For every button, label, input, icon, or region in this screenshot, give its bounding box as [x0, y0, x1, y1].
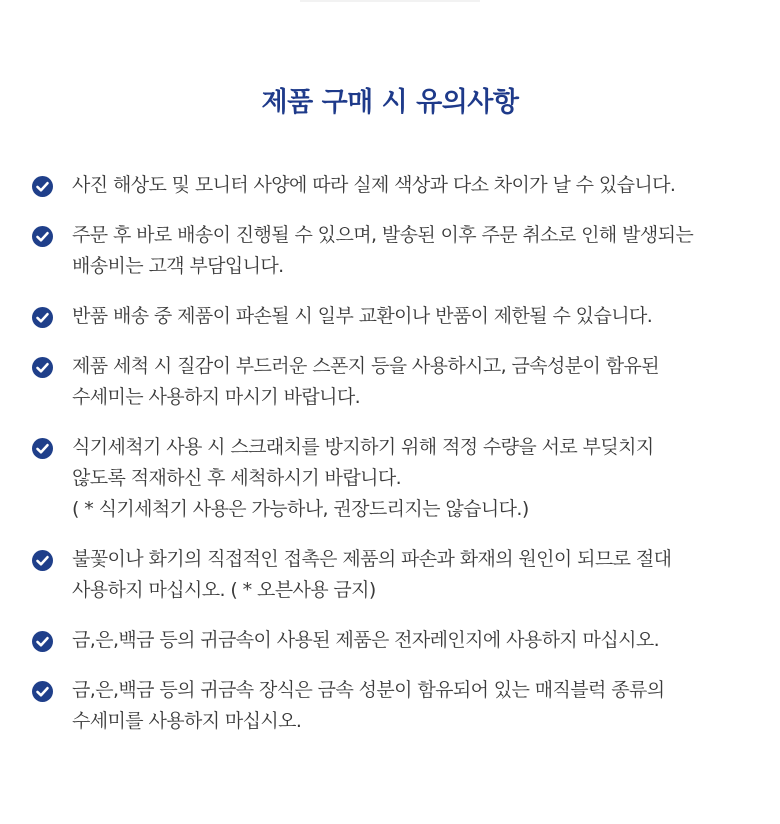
notice-item-text: 불꽃이나 화기의 직접적인 접촉은 제품의 파손과 화재의 원인이 되므로 절대: [72, 548, 672, 570]
check-circle-icon: [32, 176, 53, 197]
notice-item-text: 사진 해상도 및 모니터 사양에 따라 실제 색상과 다소 차이가 날 수 있습니다.: [72, 174, 676, 196]
notice-item: [32, 220, 752, 282]
notice-item-text: 수세미를 사용하지 마십시오.: [72, 710, 302, 732]
notice-item: [32, 675, 752, 737]
notice-item: [32, 625, 752, 656]
notice-item: [32, 301, 752, 332]
notice-item-text: 않도록 적재하신 후 세척하시기 바랍니다.: [72, 467, 402, 489]
check-circle-icon: [32, 550, 53, 571]
notice-item-text: 제품 세척 시 질감이 부드러운 스폰지 등을 사용하시고, 금속성분이 함유된: [72, 355, 660, 377]
top-divider: [300, 0, 480, 2]
check-circle-icon: [32, 631, 53, 652]
check-circle-icon: [32, 357, 53, 378]
notice-item-text: 금,은,백금 등의 귀금속이 사용된 제품은 전자레인지에 사용하지 마십시오.: [72, 629, 660, 651]
notice-item-text: 수세미는 사용하지 마시기 바랍니다.: [72, 386, 361, 408]
check-circle-icon: [32, 681, 53, 702]
check-circle-icon: [32, 307, 53, 328]
notice-item-text: 금,은,백금 등의 귀금속 장식은 금속 성분이 함유되어 있는 매직블럭 종류의: [72, 679, 665, 701]
notice-item-text: 주문 후 바로 배송이 진행될 수 있으며, 발송된 이후 주문 취소로 인해 발생되는: [72, 224, 694, 246]
notice-item: [32, 170, 752, 201]
page-title: 제품 구매 시 유의사항: [261, 87, 519, 119]
notice-item: [32, 544, 752, 606]
check-circle-icon: [32, 226, 53, 247]
notice-item-text: ( * 식기세척기 사용은 가능하나, 권장드리지는 않습니다.): [72, 498, 529, 520]
notice-item-text: 식기세척기 사용 시 스크래치를 방지하기 위해 적정 수량을 서로 부딪치지: [72, 436, 654, 458]
notice-item-text: 반품 배송 중 제품이 파손될 시 일부 교환이나 반품이 제한될 수 있습니다.: [72, 305, 653, 327]
check-circle-icon: [32, 438, 53, 459]
notice-item: [32, 432, 752, 525]
notice-item-text: 사용하지 마십시오. ( * 오븐사용 금지): [72, 579, 376, 601]
notice-item: [32, 351, 752, 413]
notice-item-text: 배송비는 고객 부담입니다.: [72, 255, 284, 277]
notice-list: [32, 170, 752, 756]
